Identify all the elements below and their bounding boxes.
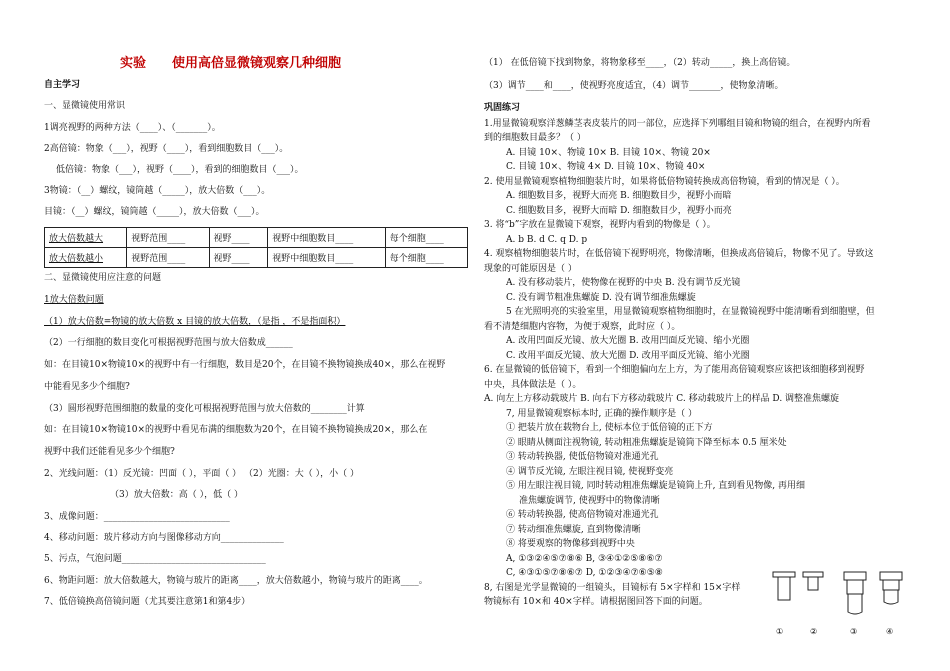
table-cell: 视野中细胞数目____ bbox=[268, 228, 385, 248]
fig-label: ① bbox=[776, 627, 784, 636]
q5-spots: 5、污点，气泡问题________________________________ bbox=[44, 554, 266, 564]
sub1-item1: （1）放大倍数=物镜的放大倍数 x 目镜的放大倍数，（是指 ，不是指面积） bbox=[44, 317, 346, 327]
table-cell: 视野____ bbox=[209, 228, 268, 248]
table-cell: 视野范围____ bbox=[127, 228, 209, 248]
practice-line: ④ 调节反光镜, 左眼注视目镜, 使视野变亮 bbox=[506, 467, 674, 477]
lens-figure bbox=[770, 570, 920, 638]
practice-line: 1.用显微镜观察洋葱鳞茎表皮装片的同一部位，应选择下列哪组目镜和物镜的组合，在视野内所看 bbox=[484, 119, 871, 129]
practice-line: 现象的可能原因是（ ） bbox=[484, 264, 577, 274]
q4-moving: 4、移动问题：玻片移动方向与图像移动方向______________ bbox=[44, 533, 284, 543]
objective-long-icon bbox=[844, 572, 866, 614]
fig-label: ④ bbox=[886, 627, 894, 636]
practice-line: 准焦螺旋调节, 使视野中的物像清晰 bbox=[519, 496, 660, 506]
table-cell: 放大倍数越小 bbox=[45, 248, 127, 268]
practice-line: A. 目镜 10×、物镜 10× B. 目镜 10×、物镜 20× bbox=[506, 148, 711, 158]
practice-line: A. 改用凹面反光镜、放大光圈 B. 改用凹面反光镜、缩小光圈 bbox=[506, 336, 750, 346]
title-part1: 实验 bbox=[120, 56, 147, 71]
r-step-2: （3）调节____和____，使视野亮度适宜，（4）调节_______，使物象清晰。 bbox=[484, 81, 784, 91]
q3-imaging: 3、成像问题：____________________________ bbox=[44, 512, 230, 522]
line-5: 目镜：（__）螺纹，镜筒越（_____），放大倍数（___）。 bbox=[44, 207, 265, 217]
practice-line: ③ 转动转换器, 使低倍物镜对准通光孔 bbox=[506, 452, 659, 462]
example-1b: 中能看见多少个细胞? bbox=[44, 382, 130, 392]
table-cell: 视野中细胞数目____ bbox=[268, 248, 385, 268]
section-2-heading: 二、显微镜使用应注意的问题 bbox=[44, 273, 162, 283]
practice-line: C. 目镜 10×、物镜 4× D. 目镜 10×、物镜 40× bbox=[506, 162, 706, 172]
fig-label: ③ bbox=[850, 627, 858, 636]
practice-line: C. 改用平面反光镜、放大光圈 D. 改用平面反光镜、缩小光圈 bbox=[506, 351, 750, 361]
practice-line: ① 把装片放在载物台上, 使标本位于低倍镜的正下方 bbox=[506, 423, 713, 433]
practice-line: 到的细胞数目最多？（ ） bbox=[484, 133, 586, 143]
practice-line: 6. 在显微镜的低倍镜下，看到一个细胞偏向左上方，为了能用高倍镜观察应该把该细胞移到视野 bbox=[484, 365, 865, 375]
eyepiece-short-icon bbox=[773, 572, 795, 577]
page-title bbox=[120, 52, 367, 71]
subheading-magnification: 1放大倍数问题 bbox=[44, 295, 104, 305]
table-cell: 每个细胞____ bbox=[385, 248, 467, 268]
practice-line: ⑧ 将要观察的物像移到视野中央 bbox=[506, 539, 635, 549]
practice-heading: 巩固练习 bbox=[484, 103, 521, 113]
practice-line: ② 眼睛从侧面注视物镜, 转动粗准焦螺旋是镜筒下降至标本 0.5 厘米处 bbox=[506, 438, 787, 448]
sub1-item2: （2）一行细胞的数目变化可根据视野范围与放大倍数成______ bbox=[44, 338, 293, 348]
section-self-study: 自主学习 bbox=[44, 80, 81, 90]
example-2b: 视野中我们还能看见多少个细胞? bbox=[44, 447, 175, 457]
practice-line: C, ④③①⑤⑦⑧⑥⑦ D, ①②③④⑦⑥⑤⑧ bbox=[506, 568, 663, 578]
table-cell: 视野____ bbox=[209, 248, 268, 268]
section-1-heading: 一、显微镜使用常识 bbox=[44, 101, 126, 111]
practice-line: 3. 将“b”字放在显微镜下观察，视野内看到的物像是（ ）。 bbox=[484, 220, 716, 230]
practice-line: C. 细胞数目多，视野大而暗 D. 细胞数目少，视野小而亮 bbox=[506, 206, 732, 216]
table-cell: 视野范围____ bbox=[127, 248, 209, 268]
r-step-1: （1） 在低倍镜下找到物象，将物象移至____，（2）转动_____，换上高倍镜。 bbox=[484, 58, 796, 68]
line-3: 低倍镜：物象（___），视野（____），看到的细胞数目（___）。 bbox=[56, 165, 304, 175]
q2-light: 2、光线问题：（1）反光镜：凹面（ ），平面（ ） （2）光圈：大（ ），小（ ） bbox=[44, 469, 359, 479]
practice-line: ⑦ 转动细准焦螺旋, 直到物像清晰 bbox=[506, 525, 641, 535]
practice-line: 物镜标有 10×和 40×字样。请根据图回答下面的问题。 bbox=[484, 597, 708, 607]
practice-line: A. 细胞数目多，视野大而亮 B. 细胞数目少，视野小而暗 bbox=[506, 191, 732, 201]
example-2a: 如：在目镜10×物镜10×的视野中看见布满的细胞数为20个，在目镜不换物镜换成20×，那么在 bbox=[44, 425, 428, 435]
table-row bbox=[45, 228, 468, 248]
practice-line: 中央，具体做法是（ ）。 bbox=[484, 380, 582, 390]
practice-line: A. 没有移动装片，使物像在视野的中央 B. 没有调节反光镜 bbox=[506, 278, 741, 288]
fig-label: ② bbox=[810, 627, 818, 636]
magnification-table bbox=[44, 227, 468, 268]
title-part2: 使用高倍显微镜观察几种细胞 bbox=[172, 56, 342, 71]
practice-line: 4. 观察植物细胞装片时，在低倍镜下视野明亮，物像清晰，但换成高倍镜后，物像不见了。导致这 bbox=[484, 249, 874, 259]
practice-line: 7, 用显微镜观察标本时, 正确的操作顺序是（ ） bbox=[506, 409, 698, 419]
practice-line: A, ①③②④⑤⑦⑧⑥ B, ③④①②⑤⑧⑥⑦ bbox=[506, 554, 663, 564]
table-cell: 每个细胞____ bbox=[385, 228, 467, 248]
practice-line: A. b B. d C. q D. p bbox=[506, 235, 588, 245]
practice-line: ⑥ 转动转换器, 使高倍物镜对准通光孔 bbox=[506, 510, 659, 520]
sub1-item3: （3）圆形视野范围细胞的数量的变化可根据视野范围与放大倍数的________计算 bbox=[44, 404, 365, 414]
practice-line: ⑤ 用左眼注视目镜, 同时转动粗准焦螺旋是镜筒上升, 直到看见物像, 再用细 bbox=[506, 481, 806, 491]
eyepiece-long-icon bbox=[803, 572, 823, 577]
q7-switch: 7、低倍镜换高倍镜问题（尤其要注意第1和第4步） bbox=[44, 597, 251, 607]
practice-line: 看不清楚细胞内容物，为便于观察，此时应（ ）。 bbox=[484, 322, 681, 332]
q6-distance: 6、物距问题：放大倍数越大，物镜与玻片的距离____，放大倍数越小，物镜与玻片的距离____。 bbox=[44, 576, 428, 586]
practice-line: 5 在光照明亮的实验室里，用显微镜观察植物细胞时，在显微镜视野中能清晰看到细胞壁，但 bbox=[506, 307, 875, 317]
line-4: 3物镜：（__）螺纹，镜筒越（_____），放大倍数（___）。 bbox=[44, 186, 271, 196]
practice-line: A. 向左上方移动载玻片 B. 向右下方移动载玻片 C. 移动载玻片上的样品 D. 调整准焦螺旋 bbox=[484, 394, 840, 404]
line-1: 1调亮视野的两种方法（____）、（_______）。 bbox=[44, 123, 221, 133]
practice-line: 8, 右图是光学显微镜的一组镜头，目镜标有 5×字样和 15×字样 bbox=[484, 583, 741, 593]
q2-magnification: （3）放大倍数：高（ ），低（ ） bbox=[110, 490, 243, 500]
table-cell: 放大倍数越大 bbox=[45, 228, 127, 248]
practice-line: 2. 使用显微镜观察植物细胞装片时，如果将低倍物镜转换成高倍物镜，看到的情况是（ ）。 bbox=[484, 177, 845, 187]
example-1a: 如：在目镜10×物镜10×的视野中有一行细胞，数目是20个，在目镜不换物镜换成40×，那么在视野 bbox=[44, 360, 446, 370]
line-2: 2高倍镜：物象（___），视野（____），看到细胞数目（___）。 bbox=[44, 144, 289, 154]
objective-short-icon bbox=[880, 572, 902, 604]
practice-line: C. 没有调节粗准焦螺旋 D. 没有调节细准焦螺旋 bbox=[506, 293, 696, 303]
table-row bbox=[45, 248, 468, 268]
